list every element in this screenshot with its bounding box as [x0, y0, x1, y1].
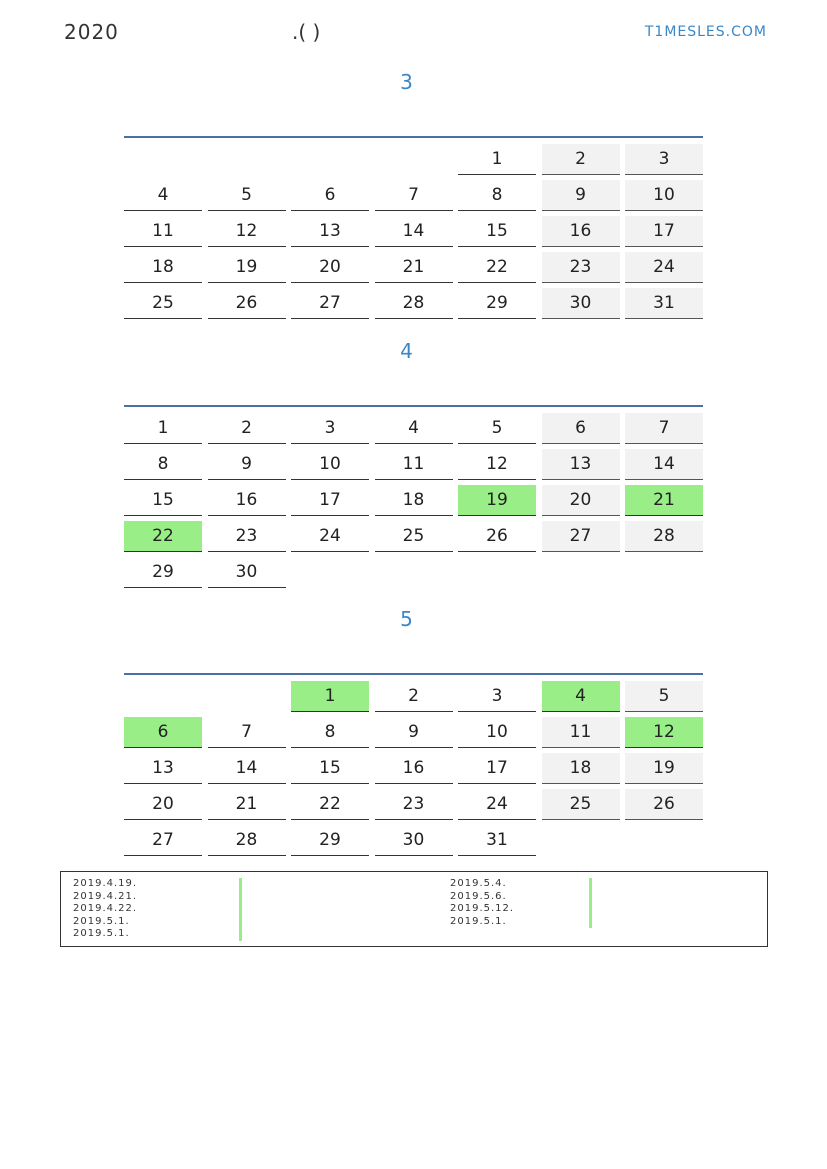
weekend-day-cell[interactable]: 2	[542, 144, 620, 175]
day-cell[interactable]: 21	[208, 789, 286, 820]
year-label: 2020	[64, 20, 119, 44]
day-cell[interactable]: 3	[458, 681, 536, 712]
weekend-day-cell[interactable]: 14	[625, 449, 703, 480]
day-cell[interactable]: 25	[124, 288, 202, 319]
weekend-day-cell[interactable]: 6	[542, 413, 620, 444]
legend-left-column	[73, 878, 137, 941]
day-cell[interactable]: 26	[458, 521, 536, 552]
day-cell[interactable]: 20	[291, 252, 369, 283]
page-header	[0, 0, 827, 60]
weekend-day-cell[interactable]: 7	[625, 413, 703, 444]
legend-date: 2019.4.21.	[73, 890, 138, 902]
day-cell[interactable]: 26	[208, 288, 286, 319]
month-grid	[124, 673, 703, 860]
weekend-day-cell[interactable]: 5	[625, 681, 703, 712]
holiday-day-cell[interactable]: 6	[124, 717, 202, 748]
weekend-day-cell[interactable]: 31	[625, 288, 703, 319]
day-cell[interactable]: 30	[375, 825, 453, 856]
month-title: 3	[400, 70, 413, 94]
weekend-day-cell[interactable]: 17	[625, 216, 703, 247]
day-cell[interactable]: 28	[208, 825, 286, 856]
day-cell[interactable]: 11	[124, 216, 202, 247]
day-cell[interactable]: 12	[458, 449, 536, 480]
day-cell[interactable]: 20	[124, 789, 202, 820]
weekend-day-cell[interactable]: 3	[625, 144, 703, 175]
weekend-day-cell[interactable]: 11	[542, 717, 620, 748]
day-cell[interactable]: 6	[291, 180, 369, 211]
day-cell[interactable]: 2	[208, 413, 286, 444]
day-cell[interactable]: 21	[375, 252, 453, 283]
legend-date: 2019.4.19.	[73, 878, 138, 889]
day-cell[interactable]: 7	[208, 717, 286, 748]
day-cell[interactable]: 7	[375, 180, 453, 211]
day-cell[interactable]: 27	[291, 288, 369, 319]
weekend-day-cell[interactable]: 25	[542, 789, 620, 820]
day-cell[interactable]: 30	[208, 557, 286, 588]
day-cell[interactable]: 18	[124, 252, 202, 283]
day-cell[interactable]: 10	[291, 449, 369, 480]
legend-left-marker	[239, 878, 242, 941]
weekend-day-cell[interactable]: 28	[625, 521, 703, 552]
legend-date: 2019.5.4.	[450, 878, 507, 889]
day-cell[interactable]: 24	[458, 789, 536, 820]
weekend-day-cell[interactable]: 16	[542, 216, 620, 247]
legend-right-column	[450, 878, 514, 928]
weekend-day-cell[interactable]: 19	[625, 753, 703, 784]
legend-date: 2019.4.22.	[73, 903, 138, 914]
day-cell[interactable]: 3	[291, 413, 369, 444]
weekend-day-cell[interactable]: 24	[625, 252, 703, 283]
day-cell[interactable]: 22	[458, 252, 536, 283]
day-cell[interactable]: 17	[458, 753, 536, 784]
day-cell[interactable]: 31	[458, 825, 536, 856]
legend-date: 2019.5.1.	[73, 915, 130, 927]
day-cell[interactable]: 27	[124, 825, 202, 856]
site-link[interactable]: T1MESLES.COM	[644, 24, 767, 40]
day-cell[interactable]: 15	[291, 753, 369, 784]
weekend-day-cell[interactable]: 30	[542, 288, 620, 319]
day-cell[interactable]: 13	[291, 216, 369, 247]
day-cell[interactable]: 18	[375, 485, 453, 516]
day-cell[interactable]: 14	[208, 753, 286, 784]
day-cell[interactable]: 2	[375, 681, 453, 712]
month-grid	[124, 136, 703, 323]
weekend-day-cell[interactable]: 18	[542, 753, 620, 784]
day-cell[interactable]: 23	[375, 789, 453, 820]
day-cell[interactable]: 24	[291, 521, 369, 552]
weekend-day-cell[interactable]: 20	[542, 485, 620, 516]
day-cell[interactable]: 5	[458, 413, 536, 444]
weekend-day-cell[interactable]: 13	[542, 449, 620, 480]
month-title: 4	[400, 339, 413, 363]
day-cell[interactable]: 13	[124, 753, 202, 784]
holiday-day-cell[interactable]: 19	[458, 485, 536, 516]
day-cell[interactable]: 11	[375, 449, 453, 480]
legend-right-marker	[589, 878, 592, 928]
day-cell[interactable]: 8	[458, 180, 536, 211]
day-cell[interactable]: 16	[208, 485, 286, 516]
day-cell[interactable]: 28	[375, 288, 453, 319]
holiday-day-cell[interactable]: 22	[124, 521, 202, 552]
day-cell[interactable]: 8	[291, 717, 369, 748]
day-cell[interactable]: 5	[208, 180, 286, 211]
day-cell[interactable]: 8	[124, 449, 202, 480]
weekend-day-cell[interactable]: 26	[625, 789, 703, 820]
day-cell[interactable]: 19	[208, 252, 286, 283]
month-grid	[124, 405, 703, 592]
legend-date: 2019.5.1.	[450, 915, 507, 927]
day-cell[interactable]: 17	[291, 485, 369, 516]
weekend-day-cell[interactable]: 10	[625, 180, 703, 211]
weekend-day-cell[interactable]: 23	[542, 252, 620, 283]
holiday-day-cell[interactable]: 21	[625, 485, 703, 516]
day-cell[interactable]: 23	[208, 521, 286, 552]
day-cell[interactable]: 10	[458, 717, 536, 748]
legend-date: 2019.5.6.	[450, 890, 507, 902]
day-cell[interactable]: 9	[375, 717, 453, 748]
day-cell[interactable]: 14	[375, 216, 453, 247]
day-cell[interactable]: 22	[291, 789, 369, 820]
day-cell[interactable]: 9	[208, 449, 286, 480]
day-cell[interactable]: 25	[375, 521, 453, 552]
day-cell[interactable]: 4	[124, 180, 202, 211]
day-cell[interactable]: 12	[208, 216, 286, 247]
day-cell[interactable]: 16	[375, 753, 453, 784]
weekend-day-cell[interactable]: 9	[542, 180, 620, 211]
legend-date: 2019.5.12.	[450, 903, 515, 914]
day-cell[interactable]: 4	[375, 413, 453, 444]
day-cell[interactable]: 1	[458, 144, 536, 175]
holiday-day-cell[interactable]: 12	[625, 717, 703, 748]
legend-date: 2019.5.1.	[73, 928, 130, 939]
page-title: .( )	[292, 20, 321, 44]
day-cell[interactable]: 29	[458, 288, 536, 319]
day-cell[interactable]: 29	[124, 557, 202, 588]
holiday-day-cell[interactable]: 4	[542, 681, 620, 712]
day-cell[interactable]: 29	[291, 825, 369, 856]
holiday-legend	[60, 871, 768, 947]
weekend-day-cell[interactable]: 27	[542, 521, 620, 552]
day-cell[interactable]: 15	[458, 216, 536, 247]
day-cell[interactable]: 1	[124, 413, 202, 444]
holiday-day-cell[interactable]: 1	[291, 681, 369, 712]
day-cell[interactable]: 15	[124, 485, 202, 516]
month-title: 5	[400, 607, 413, 631]
